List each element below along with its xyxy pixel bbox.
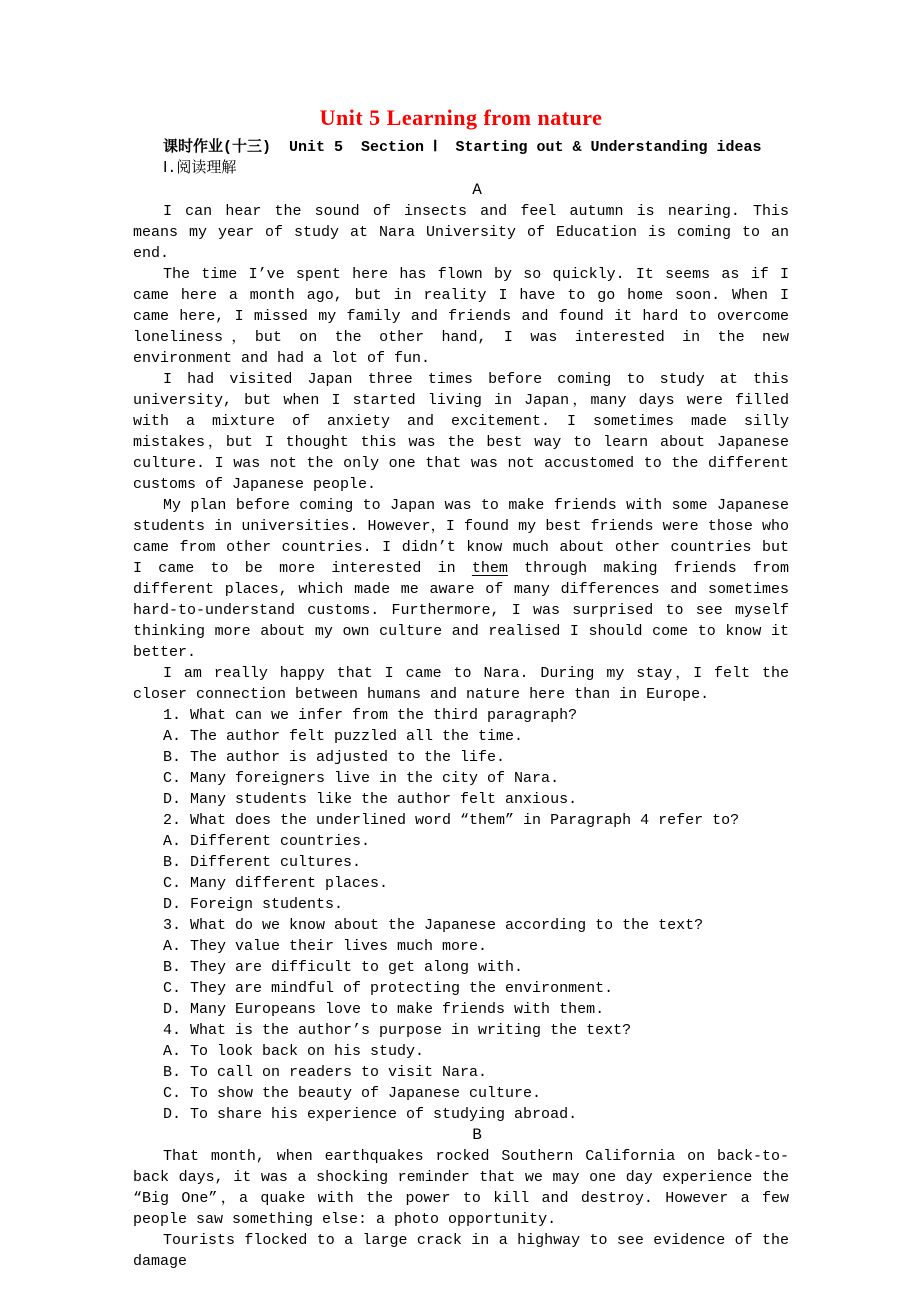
passage-a-paragraph-5: I am really happy that I came to Nara. During my stay，I felt the closer connection between humans and nature here than in Europe. bbox=[133, 665, 789, 703]
question-2-option-d: D. Foreign students. bbox=[163, 896, 344, 913]
paragraph-4-text-before: My plan before coming to Japan was to make friends with some Japanese students in universities. However，I found my best friends were those who came from other countries. I didn’t know much about other countries but I came to be more interested in bbox=[133, 497, 789, 577]
question-2-option-b: B. Different cultures. bbox=[163, 854, 362, 871]
passage-b-paragraph-1: That month, when earthquakes rocked Southern California on back-to-back days, it was a shocking reminder that we may one day experience the “Big One”，a quake with the power to kill and destroy. However a few people saw something else: a photo opportunity. bbox=[133, 1148, 789, 1228]
passage-a-paragraph-2: The time I’ve spent here has flown by so quickly. It seems as if I came here a month ago, but in reality I have to go home soon. When I came here, I missed my family and friends and found it hard to overcome loneliness，but on the other hand, I was interested in the new environment and had a lot of fun. bbox=[133, 266, 789, 367]
question-3-option-a: A. They value their lives much more. bbox=[163, 938, 488, 955]
question-3-stem: 3. What do we know about the Japanese according to the text? bbox=[163, 917, 704, 934]
question-1-stem: 1. What can we infer from the third paragraph? bbox=[163, 707, 578, 724]
question-1-option-d: D. Many students like the author felt anxious. bbox=[163, 791, 578, 808]
question-3-option-c: C. They are mindful of protecting the environment. bbox=[163, 980, 614, 997]
passage-a-label: A bbox=[472, 181, 482, 199]
section-i-heading: Ⅰ.阅读理解 bbox=[163, 160, 237, 177]
question-4-stem: 4. What is the author’s purpose in writing the text? bbox=[163, 1022, 632, 1039]
question-3-option-b: B. They are difficult to get along with. bbox=[163, 959, 524, 976]
question-1-option-b: B. The author is adjusted to the life. bbox=[163, 749, 506, 766]
question-4-option-d: D. To share his experience of studying abroad. bbox=[163, 1106, 578, 1123]
passage-a-paragraph-3: I had visited Japan three times before coming to study at this university, but when I started living in Japan，many days were filled with a mixture of anxiety and excitement. I sometimes made silly mistakes，but I thought this was the best way to learn about Japanese culture. I was not the only one that was not accustomed to the different customs of Japanese people. bbox=[133, 371, 789, 493]
question-4-option-a: A. To look back on his study. bbox=[163, 1043, 425, 1060]
passage-b-paragraph-2: Tourists flocked to a large crack in a highway to see evidence of the damage bbox=[133, 1232, 789, 1270]
question-4-option-c: C. To show the beauty of Japanese culture. bbox=[163, 1085, 542, 1102]
passage-a-paragraph-4 bbox=[133, 495, 789, 663]
question-1-option-c: C. Many foreigners live in the city of Nara. bbox=[163, 770, 560, 787]
worksheet-page bbox=[133, 104, 789, 1272]
question-1-option-a: A. The author felt puzzled all the time. bbox=[163, 728, 524, 745]
page-title: Unit 5 Learning from nature bbox=[319, 105, 603, 130]
passage-b-label: B bbox=[472, 1126, 482, 1144]
question-4-option-b: B. To call on readers to visit Nara. bbox=[163, 1064, 488, 1081]
underlined-word-them: them bbox=[471, 560, 508, 577]
question-2-option-a: A. Different countries. bbox=[163, 833, 371, 850]
passage-a-paragraph-1: I can hear the sound of insects and feel autumn is nearing. This means my year of study at Nara University of Education is coming to an end. bbox=[133, 203, 789, 262]
paragraph-4-text-after: through making friends from different places, which made me aware of many differences and sometimes hard-to-understand customs. Furthermore, I was surprised to see myself thinking more about my own culture and realised I should come to know it better. bbox=[133, 560, 789, 661]
question-3-option-d: D. Many Europeans love to make friends with them. bbox=[163, 1001, 605, 1018]
assignment-subtitle: 课时作业(十三) Unit 5 Section Ⅰ Starting out & Understanding ideas bbox=[163, 139, 762, 156]
question-2-option-c: C. Many different places. bbox=[163, 875, 389, 892]
question-2-stem: 2. What does the underlined word “them” in Paragraph 4 refer to? bbox=[163, 812, 740, 829]
